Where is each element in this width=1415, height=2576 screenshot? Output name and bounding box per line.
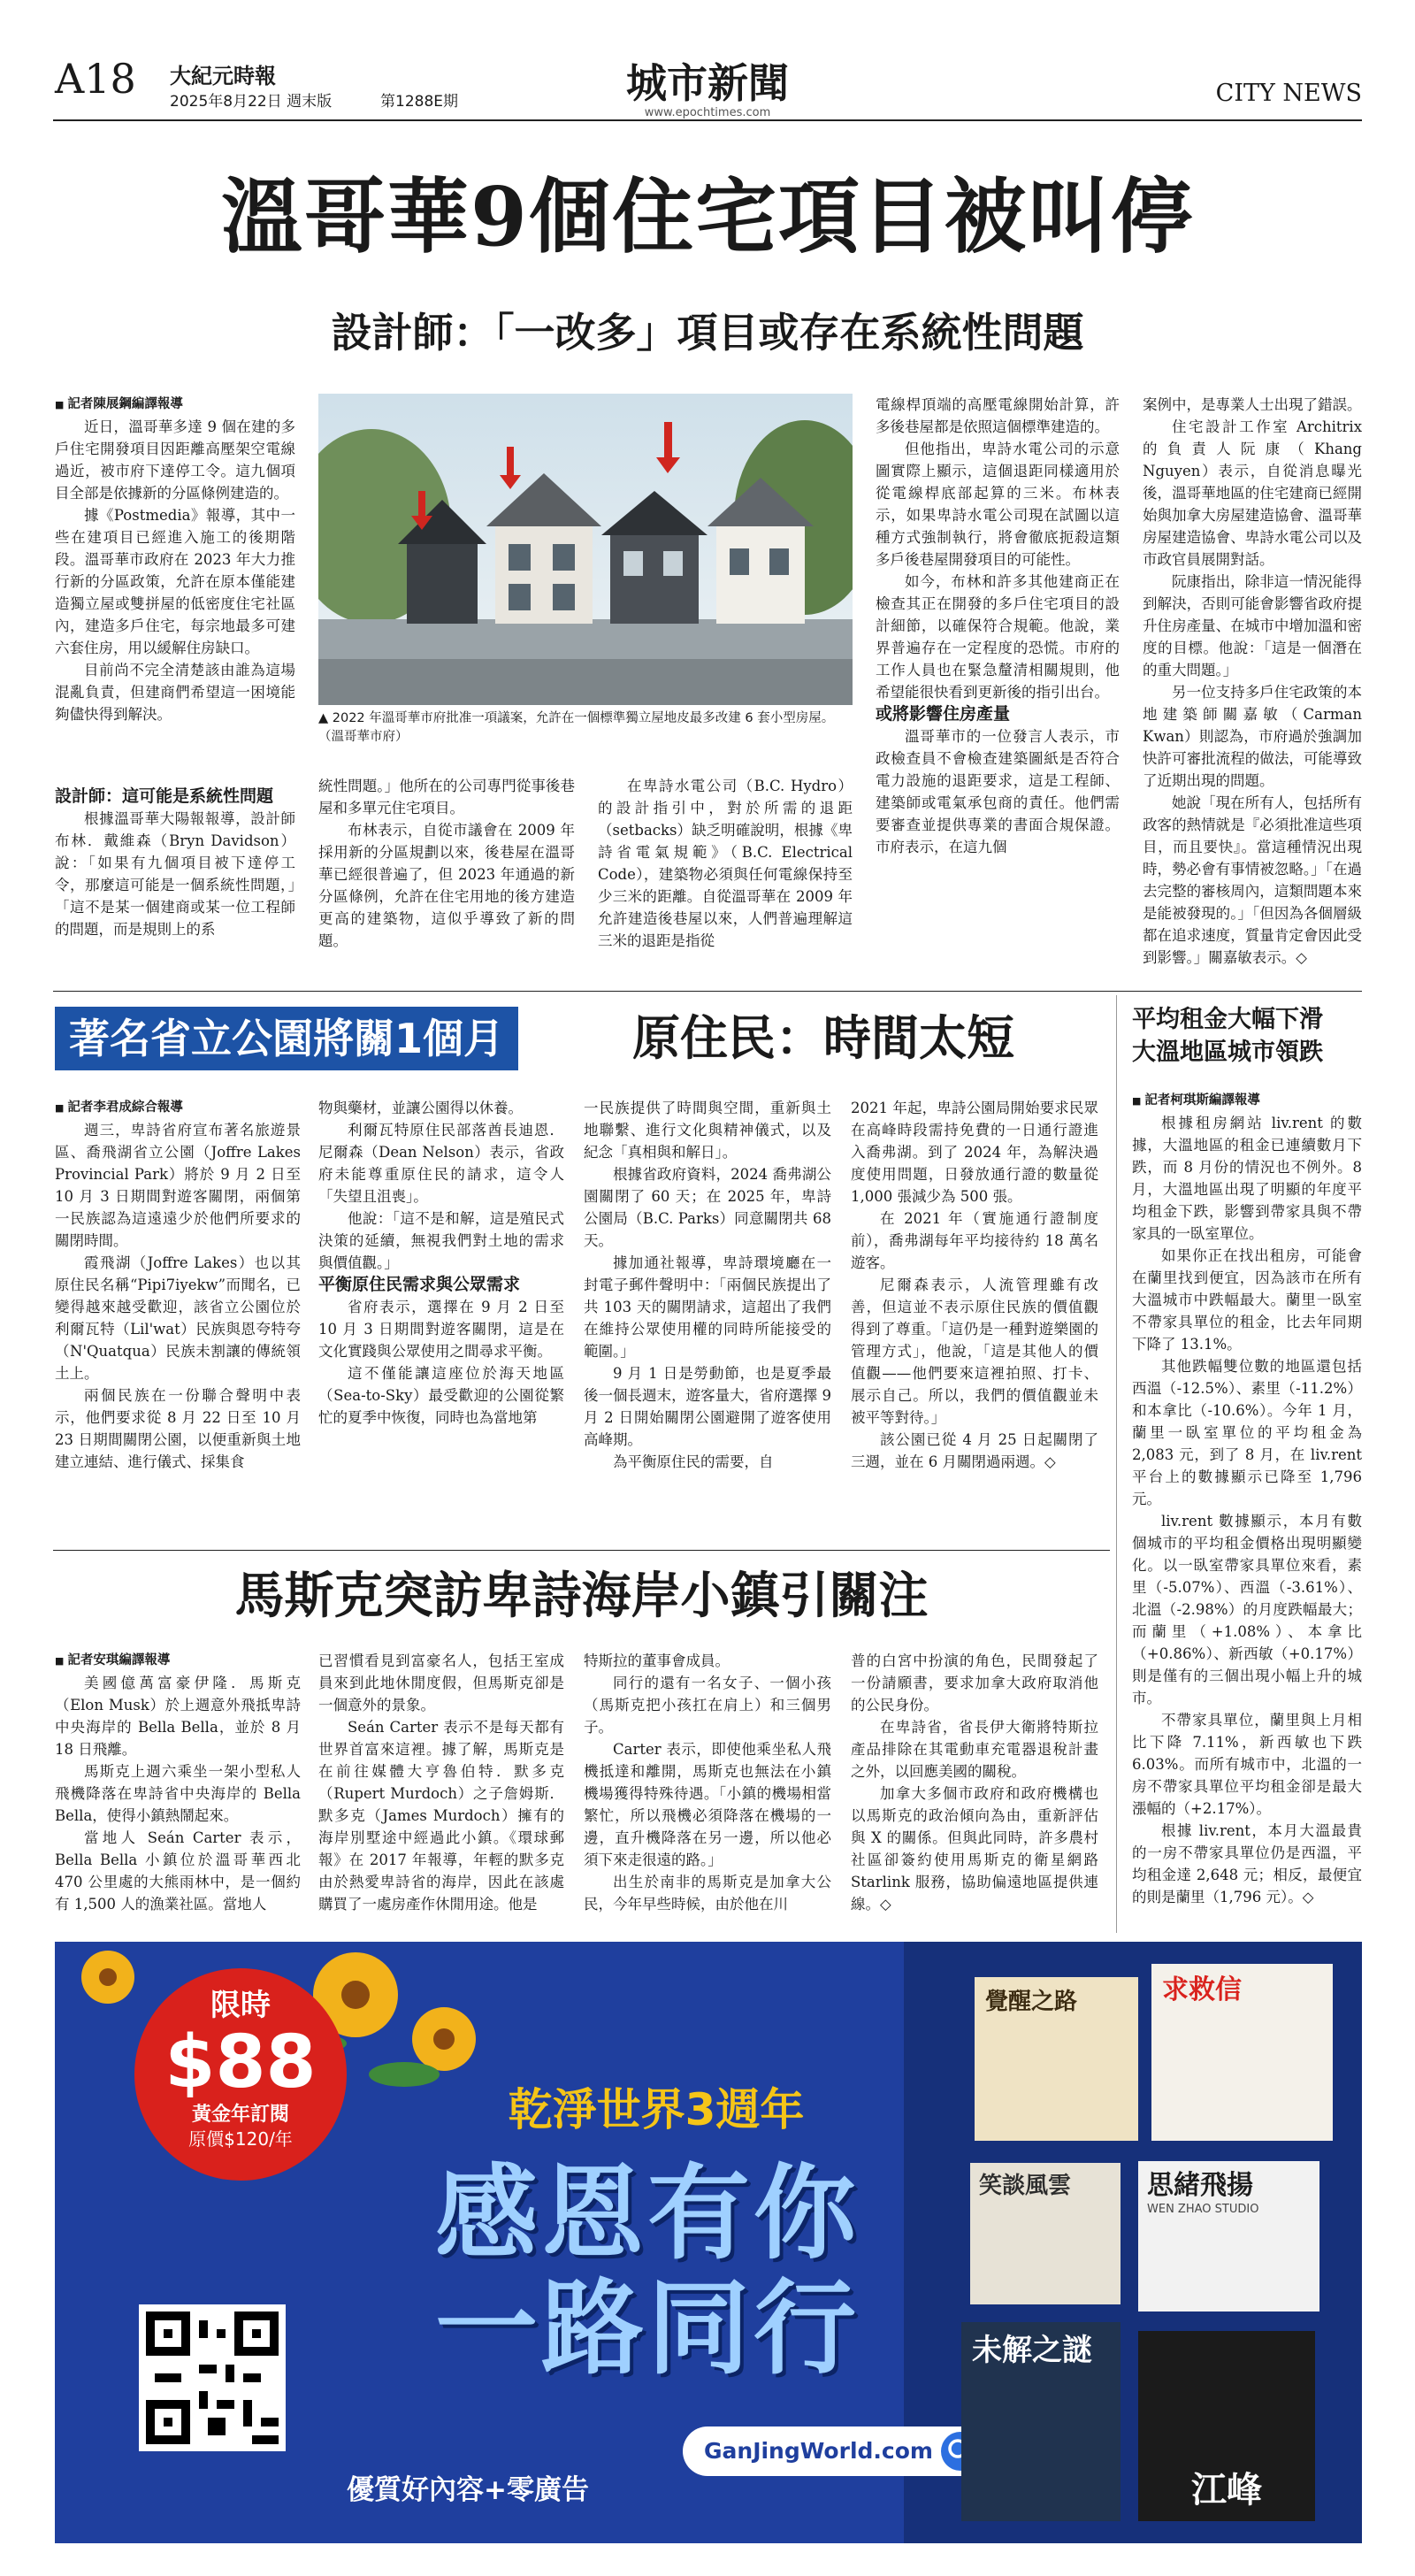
badge-original-price: 原價$120/年 — [188, 2128, 293, 2150]
paragraph: 霞飛湖（Joffre Lakes）也以其原住民名稱“Pipi7iyekw”而聞名，已變得越來越受歡迎，該省立公園位於利爾瓦特（Lil'wat）民族與恩夸特夸（N'Quatqua）民族未割讓的傳統領土上。 — [55, 1254, 301, 1382]
page-number: A18 — [55, 55, 136, 103]
park-byline: ■ 記者李君成綜合報導 — [55, 1097, 301, 1119]
paper-name: 大紀元時報 — [170, 63, 276, 88]
paragraph: 這不僅能讓這座位於海天地區（Sea-to-Sky）最受歡迎的公園從繁忙的夏季中恢復，同時也為當地第 — [318, 1365, 564, 1426]
paragraph: 特斯拉的董事會成員。 — [584, 1652, 730, 1669]
paragraph: 馬斯克上週六乘坐一架小型私人飛機降落在卑詩省中央海岸的 Bella Bella，使得小鎮熱鬧起來。 — [55, 1763, 301, 1824]
paragraph: 在卑詩省，省長伊大衛將特斯拉產品排除在其電動車充電器退稅計畫之外，以回應美國的關稅。 — [851, 1719, 1098, 1780]
paragraph: 根據省政府資料，2024 喬弗湖公園關閉了 60 天；在 2025 年，卑詩公園局（B.C. Parks）同意關閉共 68 天。 — [584, 1166, 831, 1249]
sidebar-divider — [1116, 995, 1117, 1933]
paragraph: 物與藥材，並讓公園得以休養。 — [318, 1100, 523, 1116]
cover-awakening[interactable] — [975, 1977, 1138, 2141]
park-headline-rest: 原住民：時間太短 — [632, 1010, 1014, 1066]
park-column-4 — [851, 1097, 1098, 1539]
paragraph: 案例中，是專業人士出現了錯誤。 — [1143, 396, 1362, 413]
musk-column-1 — [55, 1650, 301, 1933]
cover-sos-letter[interactable] — [1151, 1964, 1333, 2141]
paragraph: 尼爾森表示，人流管理雖有改善，但這並不表示原住民族的價值觀得到了尊重。「這仍是一種對遊樂園的管理方式」，他說，「這是其他人的價值觀——他們要來這裡拍照、打卡、展示自己。所以，我們的價值觀並未被平等對待。」 — [851, 1276, 1098, 1426]
cover-title: 思緒飛揚 — [1147, 2170, 1253, 2201]
lead-column-4 — [598, 775, 853, 980]
paragraph: 根據溫哥華大陽報報導，設計師布林．戴維森（Bryn Davidson）說：「如果有九個項目被下達停工令，那麼這可能是一個系統性問題，」「這不是某一個建商或某一位工程師的問題，而是規則上的系 — [55, 810, 295, 938]
musk-headline: 馬斯克突訪卑詩海岸小鎮引關注 — [234, 1568, 929, 1625]
paragraph: 該公園已從 4 月 25 日起關閉了三週，並在 6 月關閉過兩週。◇ — [851, 1431, 1098, 1470]
paragraph: 根據租房網站 liv.rent 的數據，大溫地區的租金已連續數月下跌，而 8 月份的情況也不例外。8 月，大溫地區出現了明顯的年度平均租金下跌，影響到帶家具與不帶家具的一臥室單位。 — [1132, 1115, 1362, 1242]
lead-column-2 — [55, 786, 295, 980]
cover-title: 未解之謎 — [972, 2333, 1092, 2368]
search-bar[interactable] — [683, 2426, 992, 2476]
section-title: 城市新聞 — [626, 59, 789, 107]
section-title-en: CITY NEWS — [1215, 80, 1362, 107]
ad-title-top: 乾淨世界3週年 — [508, 2084, 805, 2135]
paragraph: 已習慣看見到富豪名人，包括王室成員來到此地休閒度假，但馬斯克卻是一個意外的景象。 — [318, 1652, 564, 1714]
section-rule — [53, 1550, 1110, 1551]
paragraph: 週三，卑詩省府宣布著名旅遊景區、喬飛湖省立公園（Joffre Lakes Provincial Park）將於 9 月 2 日至 10 月 3 日期間對遊客關閉，兩個第一民族認為這遠遠少於他們所要求的關閉時間。 — [55, 1122, 301, 1249]
rent-headline-1: 平均租金大幅下滑 — [1132, 1006, 1323, 1033]
cover-title: 笑談風雲 — [979, 2173, 1072, 2199]
paragraph: Carter 表示，即使他乘坐私人飛機抵達和離開，馬斯克也無法在小鎮機場獲得特殊待遇。「小鎮的機場相當繁忙，所以飛機必須降落在機場的一邊，直升機降落在另一邊，所以他必須下來走很遠的路。」 — [584, 1741, 831, 1868]
musk-byline: ■ 記者安琪編譯報導 — [55, 1650, 301, 1672]
paragraph: 在 2021 年（實施通行證制度前），喬弗湖每年平均接待約 18 萬名遊客。 — [851, 1210, 1098, 1271]
park-headline-boxed: 著名省立公園將關1個月 — [55, 1007, 518, 1070]
section-rule — [53, 991, 1362, 992]
paragraph: 省府表示，選擇在 9 月 2 日至 10 月 3 日期間對遊客關閉，這是在文化實踐與公眾使用之間尋求平衡。 — [318, 1299, 564, 1360]
park-col2-subhead: 平衡原住民需求與公眾需求 — [318, 1275, 521, 1294]
qr-code[interactable] — [139, 2304, 286, 2451]
lead-subhead: 設計師：「一改多」項目或存在系統性問題 — [331, 309, 1084, 356]
lead-photo — [318, 394, 853, 705]
search-text: GanJingWorld.com — [704, 2438, 933, 2464]
paragraph: 如今，布林和許多其他建商正在檢查其正在開發的多戶住宅項目的設計細節，以確保符合規範。他說，業界普遍存在一定程度的恐慌。市府的工作人員也在緊急釐清相關規則，他希望能很快看到更新後的指引出台。 — [876, 573, 1120, 701]
site-url: www.epochtimes.com — [644, 106, 771, 119]
paragraph: 美國億萬富豪伊隆．馬斯克（Elon Musk）於上週意外飛抵卑詩中央海岸的 Bella Bella，並於 8 月 18 日飛離。 — [55, 1675, 301, 1758]
paragraph: 目前尚不完全清楚該由誰為這場混亂負責，但建商們希望這一困境能夠儘快得到解決。 — [55, 662, 295, 723]
paragraph: 當地人 Seán Carter 表示，Bella Bella 小鎮位於溫哥華西北 470 公里處的大熊雨林中，是一個約有 1,500 人的漁業社區。當地人 — [55, 1829, 301, 1913]
lead-photo-caption: ▲ 2022 年溫哥華市府批准一項議案，允許在一個標準獨立屋地皮最多改建 6 套小型房屋。（溫哥華市府） — [318, 711, 835, 744]
paragraph: 其他跌幅雙位數的地區還包括西溫（-12.5%）、素里（-11.2%）和本拿比（-10.6%）。今年 1 月，蘭里一臥室單位的平均租金為 2,083 元，到了 8 月，在 liv.rent 平台上的數據顯示已降至 1,796 元。 — [1132, 1358, 1362, 1507]
musk-column-4 — [851, 1650, 1098, 1933]
rent-headline-2: 大溫地區城市領跌 — [1132, 1039, 1323, 1066]
cover-wenzhao[interactable] — [1138, 2161, 1319, 2312]
park-column-3 — [584, 1097, 831, 1539]
lead-column-6 — [1143, 394, 1362, 980]
park-column-2 — [318, 1097, 564, 1539]
paragraph: 出生於南非的馬斯克是加拿大公民，今年早些時候，由於他在川 — [584, 1874, 831, 1913]
badge-plan: 黃金年訂閱 — [191, 2104, 289, 2126]
paragraph: 在卑詩水電公司（B.C. Hydro）的設計指引中，對於所需的退距（setbacks）缺乏明確說明，根據《卑詩省電氣規範》（B.C. Electrical Code），建築物必須與任何電線保持至少三米的距離。自從溫哥華在 2009 年允許建造後巷屋以來，人們普遍理解這三米的退距是指從 — [598, 778, 853, 949]
paragraph: 普的白宮中扮演的角色，民間發起了一份請願書，要求加拿大政府取消他的公民身份。 — [851, 1652, 1098, 1714]
paragraph: 電線桿頂端的高壓電線開始計算，許多後巷屋都是依照這個標準建造的。 — [876, 396, 1120, 435]
paragraph: 據《Postmedia》報導，其中一些在建項目已經進入施工的後期階段。溫哥華市政府在 2023 年大力推行新的分區政策，允許在原本僅能建造獨立屋或雙拼屋的低密度住宅社區內，建造多戶住宅，每宗地最多可建六套住房，用以緩解住房缺口。 — [55, 507, 295, 656]
paragraph: 阮康指出，除非這一情況能得到解決，否則可能會影響省政府提升住房產量、在城市中增加溫和密度的目標。他說：「這是一個潛在的重大問題。」 — [1143, 573, 1362, 678]
cover-xiaotan[interactable] — [970, 2163, 1121, 2304]
paragraph: liv.rent 數據顯示，本月有數個城市的平均租金價格出現明顯變化。以一臥室帶家具單位來看，素里（-5.07%）、西溫（-3.61%）、北溫（-2.98%）的月度跌幅最大；而蘭里（+1.08%）、本拿比（+0.86%）、新西敏（+0.17%）則是僅有的三個出現小幅上升的城市。 — [1132, 1513, 1362, 1706]
qr-code-image — [146, 2312, 279, 2444]
badge-limited: 限時 — [210, 1988, 271, 2023]
paragraph: 加拿大多個市政府和政府機構也以馬斯克的政治傾向為由，重新評估與 X 的關係。但與此同時，許多農村社區卻簽約使用馬斯克的衛星網路 Starlink 服務，協助偏遠地區提供連線。◇ — [851, 1785, 1098, 1913]
price-badge[interactable] — [134, 1968, 347, 2181]
paragraph: Seán Carter 表示不是每天都有世界首富來這裡。據了解，馬斯克是在前往媒體大亨魯伯特．默多克（Rupert Murdoch）之子詹姆斯．默多克（James Murdoch）擁有的海岸別墅途中經過此小鎮。《環球郵報》在 2017 年報導，年輕的默多克由於熱愛卑詩省的海岸，因此在該處購買了一處房產作休閒用途。他是 — [318, 1719, 564, 1913]
paragraph: 統性問題。」他所在的公司專門從事後巷屋和多單元住宅項目。 — [318, 778, 575, 816]
lead-column-3 — [318, 775, 575, 980]
paragraph: 住宅設計工作室 Architrix 的負責人阮康（Khang Nguyen）表示，自從消息曝光後，溫哥華地區的住宅建商已經開始與加拿大房屋建造協會、溫哥華房屋建造協會、卑詩水電公司以及市政官員展開對話。 — [1143, 418, 1362, 568]
paragraph: 溫哥華市的一位發言人表示，市政檢查員不會檢查建築圖紙是否符合電力設施的退距要求，這是工程師、建築師或電氣承包商的責任。他們需要審查並提供專業的書面合規保證。市府表示，在這九個 — [876, 728, 1120, 855]
cover-title: 江峰 — [1191, 2470, 1262, 2511]
paragraph: 另一位支持多戶住宅政策的本地建築師關嘉敏（Carman Kwan）則認為，市府過於強調加快許可審批流程的做法，可能導致了近期出現的問題。 — [1143, 684, 1362, 789]
paragraph: 2021 年起，卑詩公園局開始要求民眾在高峰時段需持免費的一日通行證進入喬弗湖。到了 2024 年，為解決過度使用問題，日發放通行證的數量從 1,000 張減少為 500 張。 — [851, 1100, 1098, 1205]
lead-byline: ■ 記者陳展鋼編譯報導 — [55, 394, 295, 416]
rent-column — [1132, 1090, 1362, 1933]
ad-tagline: 優質好內容+零廣告 — [347, 2474, 589, 2506]
housing-render-image — [318, 394, 853, 705]
paragraph: 如果你正在找出租房，可能會在蘭里找到便宜，因為該市在所有大溫城市中跌幅最大。蘭里一臥室不帶家具單位的租金，比去年同期下降了 13.1%。 — [1132, 1247, 1362, 1353]
paragraph: 他說：「這不是和解，這是殖民式決策的延續，無視我們對土地的需求與價值觀。」 — [318, 1210, 564, 1271]
park-column-1 — [55, 1097, 301, 1539]
cover-subtitle: WEN ZHAO STUDIO — [1147, 2203, 1259, 2216]
paragraph: 但他指出，卑詩水電公司的示意圖實際上顯示，這個退距同樣適用於從電線桿底部起算的三米。布林表示，如果卑詩水電公司現在試圖以這種方式強制執行，將會徹底扼殺這類多戶後巷屋開發項目的可能性。 — [876, 441, 1120, 568]
paragraph: 她說「現在所有人，包括所有政客的熱情就是『必須批准這些項目，而且要快』。當這種情況出現時，勢必會有事情被忽略。」「在過去完整的審核周內，這類問題本來是能被發現的。」「但因為各個層級都在追求速度，質量肯定會因此受到影響。」關嘉敏表示。◇ — [1143, 794, 1362, 966]
ad-title-line2: 一路同行 — [435, 2269, 860, 2388]
ad-title-line1: 感恩有你 — [435, 2154, 860, 2273]
paragraph: 9 月 1 日是勞動節，也是夏季最後一個長週末，遊客量大，省府選擇 9 月 2 日開始關閉公園避開了遊客使用高峰期。 — [584, 1365, 831, 1448]
masthead-rule — [53, 119, 1362, 121]
paragraph: 近日，溫哥華多達 9 個在建的多戶住宅開發項目因距離高壓架空電線過近，被市府下達停工令。這九個項目全部是依據新的分區條例建造的。 — [55, 418, 295, 502]
issue-number: 第1288E期 — [380, 93, 459, 111]
lead-headline: 溫哥華9個住宅項目被叫停 — [220, 169, 1194, 264]
paragraph: 據加通社報導，卑詩環境廳在一封電子郵件聲明中：「兩個民族提出了共 103 天的關閉請求，這超出了我們在維持公眾使用權的同時所能接受的範圍。」 — [584, 1254, 831, 1360]
cover-title: 覺醒之路 — [985, 1989, 1078, 2015]
paragraph: 為平衡原住民的需要，自 — [613, 1453, 774, 1470]
paragraph: 同行的還有一名女子、一個小孩（馬斯克把小孩扛在肩上）和三個男子。 — [584, 1675, 831, 1736]
lead-column-1 — [55, 394, 295, 840]
lead-col4-subhead: 或將影響住房產量 — [876, 704, 1011, 724]
issue-date: 2025年8月22日 週末版 — [170, 93, 333, 111]
lead-column-5 — [876, 394, 1120, 980]
cover-mysteries[interactable] — [961, 2322, 1121, 2521]
rent-byline: ■ 記者柯琪斯編譯報導 — [1132, 1090, 1362, 1112]
paragraph: 根據 liv.rent，本月大溫最貴的一房不帶家具單位仍是西溫，平均租金達 2,648 元；相反，最便宜的則是蘭里（1,796 元）。◇ — [1132, 1822, 1362, 1905]
paragraph: 兩個民族在一份聯合聲明中表示，他們要求從 8 月 22 日至 10 月 23 日期間關閉公園，以便重新與土地建立連結、進行儀式、採集食 — [55, 1387, 301, 1470]
cover-jiangfeng[interactable] — [1138, 2331, 1315, 2521]
paragraph: 不帶家具單位，蘭里與上月相比下降 7.11%，新西敏也下跌 6.03%。而所有城市中，北溫的一房不帶家具單位平均租金卻是最大漲幅的（+2.17%）。 — [1132, 1712, 1362, 1817]
musk-column-3 — [584, 1650, 831, 1933]
lead-col1-subhead: 設計師：這可能是系統性問題 — [55, 786, 274, 806]
musk-column-2 — [318, 1650, 564, 1933]
paragraph: 利爾瓦特原住民部落酋長迪恩．尼爾森（Dean Nelson）表示，省政府未能尊重原住民的請求，這令人「失望且沮喪」。 — [318, 1122, 564, 1205]
ganjing-ad[interactable] — [55, 1942, 1362, 2543]
paragraph: 布林表示，自從市議會在 2009 年採用新的分區規劃以來，後巷屋在溫哥華已經很普遍了，但 2023 年通過的新分區條例，允許在住宅用地的後方建造更高的建築物，這似乎導致了新的問題。 — [318, 822, 575, 949]
badge-price: $88 — [164, 2020, 317, 2104]
paragraph: 一民族提供了時間與空間，重新與土地聯繫、進行文化與精神儀式，以及紀念「真相與和解日」。 — [584, 1100, 831, 1161]
cover-title: 求救信 — [1162, 1974, 1242, 2005]
